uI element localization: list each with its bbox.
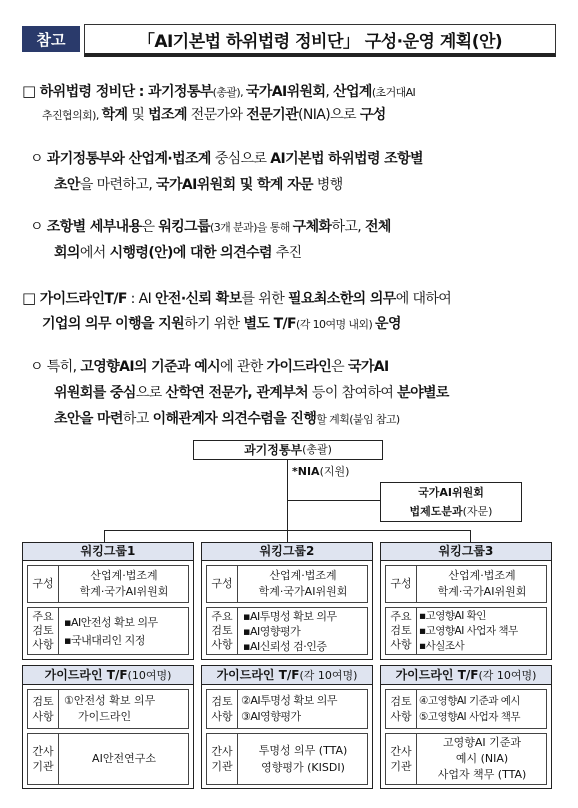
tasks-list: ▪AI투명성 확보 의무 ▪AI영향평가 ▪AI신뢰성 검·인증 [243, 610, 337, 653]
institution-label: 간사 기관 [211, 745, 233, 773]
section1-bullet2-line1: ㅇ 조항별 세부내용은 워킹그룹(3개 분과)을 통해 구체화하고, 전체 [30, 219, 391, 235]
section1-bullet1-line1: ㅇ 과기정통부와 산업계·법조계 중심으로 AI기본법 하위법령 조항별 [30, 151, 423, 167]
section2-bullet1-line2: 위원회를 중심으로 산학연 전문가, 관계부처 등이 참여하여 분야별로 [54, 385, 449, 401]
section2-line1: □ 가이드라인T/F : AI 안전·신뢰 확보를 위한 필요최소한의 의무에 대하여 [22, 289, 452, 307]
section1-line2: 추진협의회), 학계 및 법조계 전문가와 전문기관(NIA)으로 구성 [42, 107, 386, 123]
composition-list: 산업계·법조계 학계·국가AI위원회 [258, 569, 348, 598]
tf-institution-row [206, 733, 368, 785]
tf-box-1 [22, 665, 194, 789]
connector-group1 [104, 530, 105, 542]
working-group-2 [201, 542, 373, 660]
review-label: 검토 사항 [390, 695, 412, 723]
composition-label: 구성 [211, 577, 233, 590]
tasks-list: ▪고영향AI 확인 ▪고영향AI 사업자 책무 ▪사실조사 [419, 610, 518, 652]
section1-line1: □ 하위법령 정비단 : 과기정통부(총괄), 국가AI위원회, 산업계(초거대AI [22, 82, 416, 100]
document-title: 「AI기본법 하위법령 정비단」 구성·운영 계획(안) [84, 24, 556, 57]
tasks-list: ▪AI안전성 확보 의무 ▪국내대리인 지정 [64, 616, 158, 647]
composition-label: 구성 [32, 577, 54, 590]
composition-label: 구성 [390, 577, 412, 590]
institution-list: 고영향AI 기준과 예시 (NIA) 사업자 책무 (TTA) [437, 736, 527, 781]
tf-title: 가이드라인 T/F(10여명) [23, 666, 193, 685]
review-list: ④고영향AI 기준과 예시 ⑤고영향AI 사업자 책무 [419, 695, 521, 723]
tf-review-row [385, 689, 547, 729]
review-label: 검토 사항 [32, 695, 54, 723]
tasks-label: 주요 검토 사항 [390, 610, 412, 651]
section2-bullet1-line3: 초안을 마련하고 이해관계자 의견수렴을 진행할 계획(붙임 참고) [54, 411, 400, 427]
committee-line1: 국가AI위원회 [418, 485, 484, 499]
tf-box-2 [201, 665, 373, 789]
connector-horizontal [104, 530, 470, 531]
tf-box-3 [380, 665, 552, 789]
composition-list: 산업계·법조계 학계·국가AI위원회 [79, 569, 169, 598]
composition-list: 산업계·법조계 학계·국가AI위원회 [437, 569, 527, 598]
tf-review-row [206, 689, 368, 729]
group-title: 워킹그룹3 [381, 543, 551, 561]
connector-group3 [470, 530, 471, 542]
working-group-1 [22, 542, 194, 660]
tf-title: 가이드라인 T/F(각 10여명) [202, 666, 372, 685]
org-committee-box [380, 482, 522, 522]
institution-label: 간사 기관 [32, 745, 54, 773]
section2-bullet1-line1: ㅇ 특히, 고영향AI의 기준과 예시에 관한 가이드라인은 국가AI [30, 359, 389, 375]
composition-row [385, 565, 547, 603]
composition-row [27, 565, 189, 603]
org-top-box: 과기정통부 (총괄) [193, 440, 383, 460]
group-title: 워킹그룹2 [202, 543, 372, 561]
connector-committee [287, 500, 380, 501]
tasks-row [385, 607, 547, 655]
reference-tag: 참고 [22, 26, 80, 52]
tf-title: 가이드라인 T/F(각 10여명) [381, 666, 551, 685]
composition-row [206, 565, 368, 603]
tasks-label: 주요 검토 사항 [211, 610, 233, 651]
institution-list: AI안전연구소 [92, 752, 156, 765]
tasks-row [206, 607, 368, 655]
working-group-3 [380, 542, 552, 660]
committee-line2: 법제도분과 (자문) [409, 504, 493, 518]
tasks-label: 주요 검토 사항 [32, 610, 54, 651]
tf-institution-row [27, 733, 189, 785]
section2-line2: 기업의 의무 이행을 지원하기 위한 별도 T/F(각 10여명 내외) 운영 [42, 316, 401, 332]
institution-list: 투명성 의무 (TTA) 영향평가 (KISDI) [258, 744, 348, 774]
org-nia-label: *NIA (지원) [292, 465, 350, 478]
section1-bullet1-line2: 초안을 마련하고, 국가AI위원회 및 학계 자문 병행 [54, 177, 343, 193]
review-list: ①안전성 확보 의무 가이드라인 [64, 694, 156, 723]
tf-review-row [27, 689, 189, 729]
group-title: 워킹그룹1 [23, 543, 193, 561]
tf-institution-row [385, 733, 547, 785]
review-label: 검토 사항 [211, 695, 233, 723]
review-list: ②AI투명성 확보 의무 ③AI영향평가 [241, 694, 338, 723]
tasks-row [27, 607, 189, 655]
section1-bullet2-line2: 회의에서 시행령(안)에 대한 의견수렴 추진 [54, 245, 302, 261]
institution-label: 간사 기관 [390, 745, 412, 773]
